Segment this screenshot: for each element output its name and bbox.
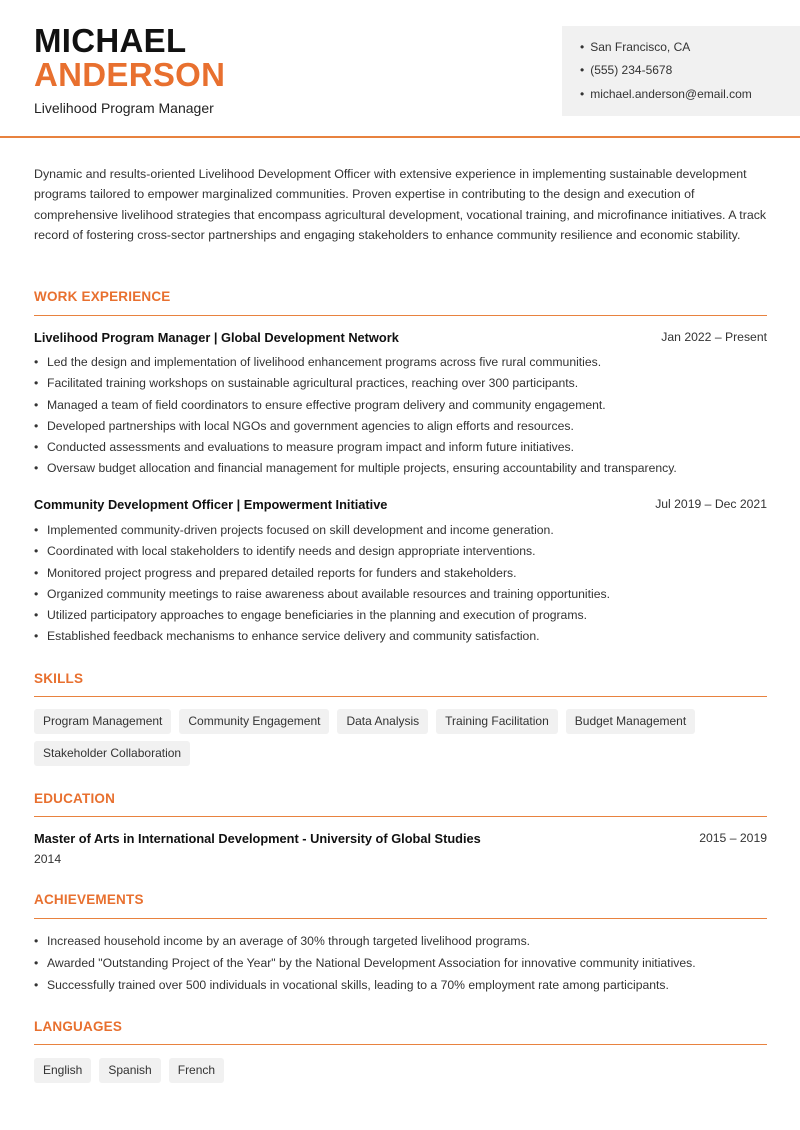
job-bullet: • Managed a team of field coordinators to ensure effective program delivery and community engagement. [34,395,774,416]
job-bullet: • Developed partnerships with local NGOs and government agencies to align efforts and resources. [34,416,774,437]
skill-chip: Budget Management [566,709,695,734]
job-bullet-list [34,352,774,480]
contact-email[interactable]: • michael.anderson@email.com [580,87,752,101]
first-name: MICHAEL [34,22,187,59]
achievements-list [34,930,774,996]
education-degree: Master of Arts in International Development - University of Global Studies [34,831,481,846]
education-date: 2015 – 2019 [699,831,767,845]
contact-box [562,26,800,116]
job-bullet: • Led the design and implementation of livelihood enhancement programs across five rural communities. [34,352,774,373]
skills-list [34,709,774,766]
job-bullet-list [34,520,774,648]
job-bullet: • Oversaw budget allocation and financial management for multiple projects, ensuring accountability and transparency. [34,458,774,479]
job-entry-date: Jul 2019 – Dec 2021 [655,497,767,511]
skill-chip: Community Engagement [179,709,329,734]
job-bullet: • Monitored project progress and prepared detailed reports for funders and stakeholders. [34,563,774,584]
education-year: 2014 [34,852,62,866]
job-entry-title: Community Development Officer | Empowerment Initiative [34,497,388,512]
job-entry-date: Jan 2022 – Present [661,330,767,344]
section-title-education: EDUCATION [34,791,116,806]
skill-chip: Program Management [34,709,171,734]
job-entry-title: Livelihood Program Manager | Global Development Network [34,330,399,345]
skill-chip: Training Facilitation [436,709,558,734]
contact-phone: • (555) 234-5678 [580,63,672,77]
section-title-achievements: ACHIEVEMENTS [34,892,144,907]
achievement-item: • Increased household income by an average of 30% through targeted livelihood programs. [34,930,774,952]
job-title: Livelihood Program Manager [34,100,214,116]
skill-chip: Data Analysis [337,709,428,734]
language-chip: French [169,1058,224,1083]
section-divider [34,918,767,919]
job-bullet: • Utilized participatory approaches to engage beneficiaries in the planning and execution of programs. [34,605,774,626]
section-title-work: WORK EXPERIENCE [34,289,171,304]
contact-location: • San Francisco, CA [580,40,690,54]
section-title-skills: SKILLS [34,671,84,686]
section-divider [34,315,767,316]
achievement-item: • Successfully trained over 500 individuals in vocational skills, leading to a 70% employment rate among participants. [34,974,774,996]
job-bullet: • Conducted assessments and evaluations to measure program impact and inform future initiatives. [34,437,774,458]
section-divider [34,1044,767,1045]
section-divider [34,816,767,817]
language-chip: English [34,1058,91,1083]
job-bullet: • Coordinated with local stakeholders to identify needs and design appropriate interventions. [34,541,774,562]
language-chip: Spanish [99,1058,160,1083]
last-name: ANDERSON [34,56,226,93]
languages-list [34,1058,774,1083]
job-bullet: • Established feedback mechanisms to enhance service delivery and community satisfaction. [34,626,774,647]
section-divider [34,696,767,697]
skill-chip: Stakeholder Collaboration [34,741,190,766]
job-bullet: • Organized community meetings to raise awareness about available resources and training opportunities. [34,584,774,605]
job-bullet: • Facilitated training workshops on sustainable agricultural practices, reaching over 300 participants. [34,373,774,394]
job-bullet: • Implemented community-driven projects focused on skill development and income generation. [34,520,774,541]
section-title-languages: LANGUAGES [34,1019,123,1034]
resume-header [0,0,800,138]
achievement-item: • Awarded "Outstanding Project of the Year" by the National Development Association for innovative community initiatives. [34,952,774,974]
professional-summary: Dynamic and results-oriented Livelihood Development Officer with extensive experience in implementing sustainable development programs tailored to empower marginalized communities. Proven expertise in contributing to the design and execution of comprehensive livelihood strategies that encompass agricultural development, vocational training, and microfinance initiatives. A track record of fostering cross-sector partnerships and engaging stakeholders to enhance community resilience and economic stability. [34,167,767,243]
